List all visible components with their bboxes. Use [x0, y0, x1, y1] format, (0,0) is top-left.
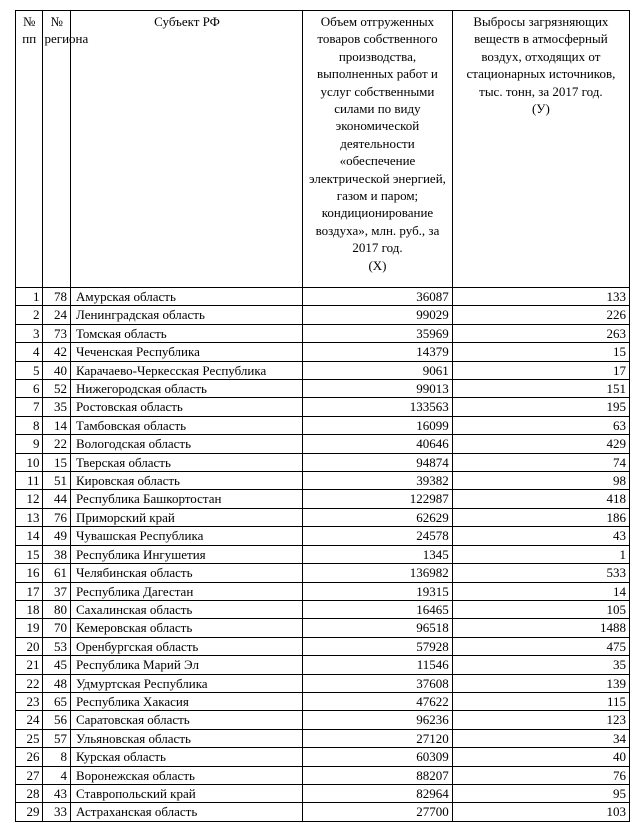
- row-subject: Челябинская область: [70, 564, 302, 582]
- table-row: [16, 803, 630, 821]
- table-row: [16, 766, 630, 784]
- row-region: 49: [43, 527, 70, 545]
- table-row: [16, 656, 630, 674]
- row-region: 35: [43, 398, 70, 416]
- row-subject: Томская область: [70, 324, 302, 342]
- row-y-value: 429: [452, 435, 629, 453]
- row-y-value: 63: [452, 416, 629, 434]
- table-row: [16, 361, 630, 379]
- row-num: 6: [16, 380, 43, 398]
- row-num: 9: [16, 435, 43, 453]
- row-y-value: 151: [452, 380, 629, 398]
- row-num: 15: [16, 545, 43, 563]
- row-region: 57: [43, 729, 70, 747]
- header-region: № региона: [43, 11, 70, 288]
- row-x-value: 24578: [303, 527, 453, 545]
- row-num: 17: [16, 582, 43, 600]
- table-row: [16, 692, 630, 710]
- data-table: [15, 10, 630, 822]
- row-x-value: 1345: [303, 545, 453, 563]
- row-region: 61: [43, 564, 70, 582]
- row-subject: Ленинградская область: [70, 306, 302, 324]
- row-subject: Курская область: [70, 748, 302, 766]
- row-y-value: 43: [452, 527, 629, 545]
- row-num: 5: [16, 361, 43, 379]
- row-num: 12: [16, 490, 43, 508]
- row-y-value: 123: [452, 711, 629, 729]
- row-x-value: 16099: [303, 416, 453, 434]
- row-num: 2: [16, 306, 43, 324]
- row-region: 51: [43, 472, 70, 490]
- header-x-text: Объем отгруженных товаров собственного производства, выполненных работ и услуг собственными силами по виду экономической деятельности «обеспечение электрической энергией, газом и паром; кондиционирование воздуха», млн. руб., за 2017 год.: [309, 14, 446, 256]
- header-subject: Субъект РФ: [70, 11, 302, 288]
- row-subject: Кировская область: [70, 472, 302, 490]
- row-num: 24: [16, 711, 43, 729]
- row-region: 73: [43, 324, 70, 342]
- row-x-value: 19315: [303, 582, 453, 600]
- row-y-value: 195: [452, 398, 629, 416]
- row-y-value: 263: [452, 324, 629, 342]
- table-row: [16, 306, 630, 324]
- row-x-value: 27700: [303, 803, 453, 821]
- table-row: [16, 288, 630, 306]
- table-row: [16, 398, 630, 416]
- row-num: 1: [16, 288, 43, 306]
- row-x-value: 47622: [303, 692, 453, 710]
- row-num: 29: [16, 803, 43, 821]
- row-y-value: 34: [452, 729, 629, 747]
- row-region: 45: [43, 656, 70, 674]
- row-subject: Республика Ингушетия: [70, 545, 302, 563]
- row-x-value: 16465: [303, 600, 453, 618]
- row-x-value: 94874: [303, 453, 453, 471]
- row-subject: Нижегородская область: [70, 380, 302, 398]
- row-y-value: 74: [452, 453, 629, 471]
- table-row: [16, 748, 630, 766]
- header-y-text: Выбросы загрязняющих веществ в атмосферный воздух, отходящих от стационарных источников, тыс. тонн, за 2017 год.: [466, 14, 616, 99]
- row-region: 14: [43, 416, 70, 434]
- row-num: 28: [16, 784, 43, 802]
- header-row: [16, 11, 630, 288]
- row-region: 56: [43, 711, 70, 729]
- row-subject: Приморский край: [70, 508, 302, 526]
- row-x-value: 57928: [303, 637, 453, 655]
- row-region: 53: [43, 637, 70, 655]
- row-region: 78: [43, 288, 70, 306]
- row-num: 3: [16, 324, 43, 342]
- row-subject: Вологодская область: [70, 435, 302, 453]
- row-y-value: 1488: [452, 619, 629, 637]
- row-x-value: 9061: [303, 361, 453, 379]
- table-row: [16, 343, 630, 361]
- row-y-value: 95: [452, 784, 629, 802]
- row-subject: Чеченская Республика: [70, 343, 302, 361]
- row-y-value: 15: [452, 343, 629, 361]
- table-row: [16, 729, 630, 747]
- row-x-value: 122987: [303, 490, 453, 508]
- row-region: 52: [43, 380, 70, 398]
- row-y-value: 40: [452, 748, 629, 766]
- row-x-value: 37608: [303, 674, 453, 692]
- row-region: 42: [43, 343, 70, 361]
- row-y-value: 35: [452, 656, 629, 674]
- row-subject: Тамбовская область: [70, 416, 302, 434]
- row-x-value: 136982: [303, 564, 453, 582]
- row-region: 40: [43, 361, 70, 379]
- row-num: 20: [16, 637, 43, 655]
- table-row: [16, 380, 630, 398]
- row-subject: Республика Дагестан: [70, 582, 302, 600]
- row-num: 21: [16, 656, 43, 674]
- table-row: [16, 619, 630, 637]
- header-num: № пп: [16, 11, 43, 288]
- table-row: [16, 545, 630, 563]
- row-x-value: 36087: [303, 288, 453, 306]
- row-y-value: 533: [452, 564, 629, 582]
- row-subject: Тверская область: [70, 453, 302, 471]
- row-num: 14: [16, 527, 43, 545]
- table-row: [16, 582, 630, 600]
- header-y: [452, 11, 629, 288]
- table-row: [16, 324, 630, 342]
- row-region: 15: [43, 453, 70, 471]
- row-region: 44: [43, 490, 70, 508]
- row-y-value: 17: [452, 361, 629, 379]
- row-num: 18: [16, 600, 43, 618]
- row-num: 7: [16, 398, 43, 416]
- row-subject: Саратовская область: [70, 711, 302, 729]
- table-row: [16, 416, 630, 434]
- row-subject: Республика Хакасия: [70, 692, 302, 710]
- table-row: [16, 453, 630, 471]
- row-num: 13: [16, 508, 43, 526]
- row-y-value: 226: [452, 306, 629, 324]
- table-row: [16, 711, 630, 729]
- row-y-value: 14: [452, 582, 629, 600]
- row-y-value: 418: [452, 490, 629, 508]
- row-region: 24: [43, 306, 70, 324]
- row-subject: Оренбургская область: [70, 637, 302, 655]
- table-row: [16, 490, 630, 508]
- row-num: 25: [16, 729, 43, 747]
- table-row: [16, 527, 630, 545]
- row-y-value: 103: [452, 803, 629, 821]
- row-region: 22: [43, 435, 70, 453]
- row-y-value: 475: [452, 637, 629, 655]
- row-x-value: 60309: [303, 748, 453, 766]
- row-subject: Удмуртская Республика: [70, 674, 302, 692]
- table-row: [16, 508, 630, 526]
- row-num: 27: [16, 766, 43, 784]
- row-region: 33: [43, 803, 70, 821]
- row-region: 8: [43, 748, 70, 766]
- row-num: 16: [16, 564, 43, 582]
- row-num: 4: [16, 343, 43, 361]
- row-region: 70: [43, 619, 70, 637]
- row-subject: Республика Башкортостан: [70, 490, 302, 508]
- row-y-value: 133: [452, 288, 629, 306]
- row-x-value: 40646: [303, 435, 453, 453]
- row-x-value: 96236: [303, 711, 453, 729]
- table-row: [16, 564, 630, 582]
- row-y-value: 105: [452, 600, 629, 618]
- row-subject: Кемеровская область: [70, 619, 302, 637]
- row-subject: Ульяновская область: [70, 729, 302, 747]
- row-x-value: 11546: [303, 656, 453, 674]
- row-num: 23: [16, 692, 43, 710]
- row-num: 11: [16, 472, 43, 490]
- row-region: 4: [43, 766, 70, 784]
- row-x-value: 99029: [303, 306, 453, 324]
- row-subject: Ставропольский край: [70, 784, 302, 802]
- row-num: 10: [16, 453, 43, 471]
- row-region: 38: [43, 545, 70, 563]
- row-x-value: 82964: [303, 784, 453, 802]
- row-x-value: 39382: [303, 472, 453, 490]
- row-region: 43: [43, 784, 70, 802]
- header-x-tag: (Х): [368, 257, 387, 273]
- row-y-value: 1: [452, 545, 629, 563]
- row-num: 8: [16, 416, 43, 434]
- row-num: 19: [16, 619, 43, 637]
- row-x-value: 99013: [303, 380, 453, 398]
- row-y-value: 115: [452, 692, 629, 710]
- table-row: [16, 674, 630, 692]
- row-region: 37: [43, 582, 70, 600]
- row-subject: Ростовская область: [70, 398, 302, 416]
- row-x-value: 14379: [303, 343, 453, 361]
- row-y-value: 139: [452, 674, 629, 692]
- header-x: [303, 11, 453, 288]
- row-x-value: 35969: [303, 324, 453, 342]
- row-region: 48: [43, 674, 70, 692]
- row-x-value: 133563: [303, 398, 453, 416]
- table-row: [16, 435, 630, 453]
- row-subject: Воронежская область: [70, 766, 302, 784]
- row-y-value: 76: [452, 766, 629, 784]
- row-region: 80: [43, 600, 70, 618]
- row-y-value: 98: [452, 472, 629, 490]
- row-x-value: 96518: [303, 619, 453, 637]
- row-subject: Республика Марий Эл: [70, 656, 302, 674]
- row-subject: Астраханская область: [70, 803, 302, 821]
- row-x-value: 62629: [303, 508, 453, 526]
- row-y-value: 186: [452, 508, 629, 526]
- row-x-value: 88207: [303, 766, 453, 784]
- table-body: [16, 288, 630, 822]
- table-row: [16, 600, 630, 618]
- table-row: [16, 472, 630, 490]
- row-region: 65: [43, 692, 70, 710]
- row-subject: Амурская область: [70, 288, 302, 306]
- table-row: [16, 784, 630, 802]
- row-subject: Карачаево-Черкесская Республика: [70, 361, 302, 379]
- row-subject: Сахалинская область: [70, 600, 302, 618]
- header-y-tag: (У): [531, 101, 550, 117]
- row-num: 22: [16, 674, 43, 692]
- row-region: 76: [43, 508, 70, 526]
- row-num: 26: [16, 748, 43, 766]
- table-row: [16, 637, 630, 655]
- row-x-value: 27120: [303, 729, 453, 747]
- row-subject: Чувашская Республика: [70, 527, 302, 545]
